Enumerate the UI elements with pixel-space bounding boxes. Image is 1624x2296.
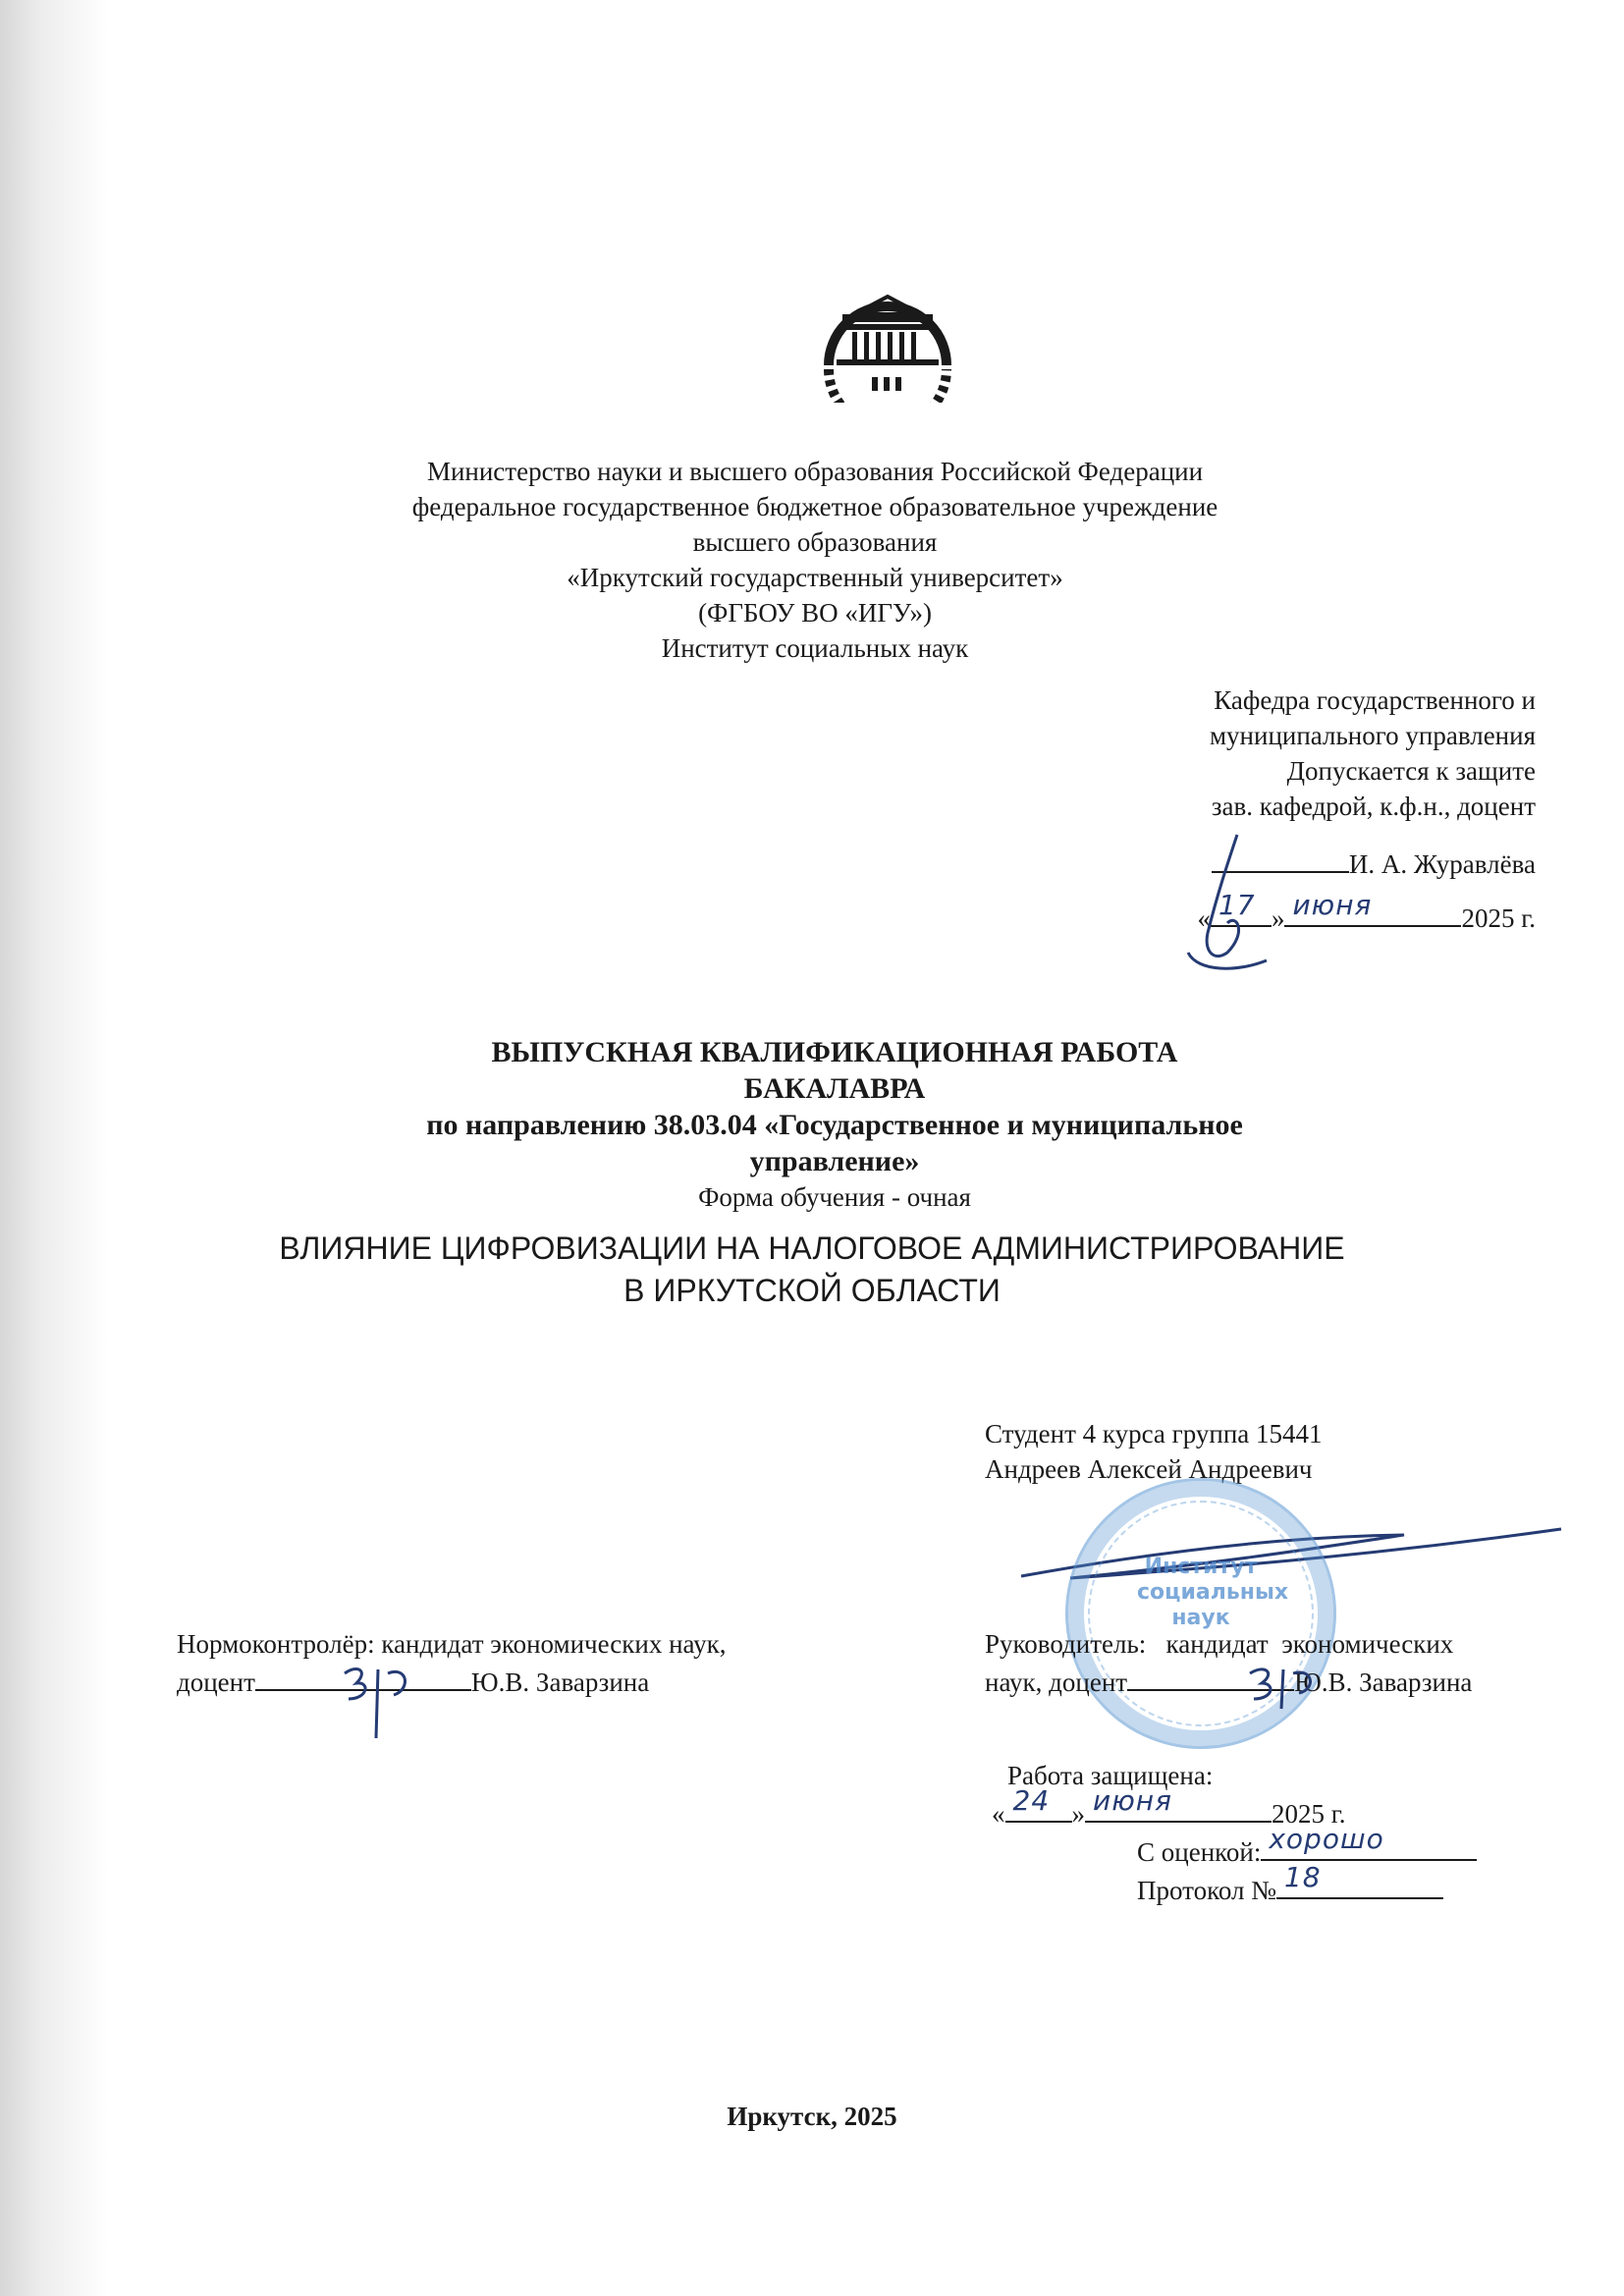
grade-blank — [1261, 1823, 1477, 1861]
normocontroller-position: доцент — [177, 1667, 255, 1697]
city-year: Иркутск, 2025 — [727, 2102, 897, 2131]
institution-level-line: высшего образования — [692, 527, 938, 557]
student-course-group: Студент 4 курса группа 15441 — [985, 1419, 1323, 1449]
stamp-text — [1137, 1555, 1289, 1631]
defense-day-handwritten: 24 — [1012, 1784, 1051, 1817]
grade-label: С оценкой: — [1137, 1837, 1262, 1867]
defense-month-handwritten: июня — [1093, 1784, 1172, 1817]
student-name: Андреев Алексей Андреевич — [985, 1454, 1313, 1484]
normocontroller-signature-line — [177, 1662, 962, 1700]
supervisor-name: Ю.В. Заварзина — [1294, 1667, 1473, 1697]
supervisor-position: наук, доцент — [985, 1667, 1128, 1697]
head-name: И. А. Журавлёва — [1348, 849, 1536, 879]
date-open-quote: « — [1197, 903, 1211, 933]
admission-month-handwritten: июня — [1292, 889, 1373, 921]
protocol-handwritten: 18 — [1283, 1861, 1322, 1893]
work-title-block — [245, 1034, 1424, 1216]
defense-label: Работа защищена: — [1007, 1761, 1214, 1790]
supervisor-signature-scribble — [1242, 1660, 1330, 1728]
theme-line-2: В ИРКУТСКОЙ ОБЛАСТИ — [623, 1273, 1001, 1308]
stamp-text-line-1: Институт — [1144, 1555, 1258, 1579]
theme-line-1: ВЛИЯНИЕ ЦИФРОВИЗАЦИИ НА НАЛОГОВОЕ АДМИНИСТРИРОВАНИЕ — [279, 1230, 1345, 1266]
work-theme-block — [147, 1228, 1477, 1312]
admission-month-blank — [1284, 889, 1461, 927]
normocontroller-title: Нормоконтролёр: кандидат экономических наук, — [177, 1629, 727, 1659]
direction-line-2: управление» — [749, 1145, 920, 1177]
university-building-logo-icon — [815, 275, 960, 403]
ministry-line: Министерство науки и высшего образования Российской Федерации — [426, 457, 1204, 486]
defense-month-blank — [1085, 1784, 1272, 1823]
admission-day-handwritten: 17 — [1218, 889, 1256, 921]
admission-year: 2025 г. — [1461, 903, 1536, 933]
department-line-2: муниципального управления — [1209, 721, 1536, 750]
institute-name: Институт социальных наук — [661, 633, 969, 663]
direction-line-1: по направлению 38.03.04 «Государственное и муниципальное — [426, 1109, 1243, 1141]
normocontroller-signature-scribble — [339, 1660, 427, 1748]
work-type-line-1: ВЫПУСКНАЯ КВАЛИФИКАЦИОННАЯ РАБОТА — [491, 1036, 1178, 1068]
institution-type-line: федеральное государственное бюджетное образовательное учреждение — [411, 492, 1218, 521]
defense-date-open-quote: « — [992, 1799, 1005, 1829]
stamp-text-line-3: наук — [1171, 1606, 1230, 1630]
defense-block — [992, 1758, 1581, 1908]
university-name: «Иркутский государственный университет» — [567, 563, 1063, 592]
normocontroller-block — [177, 1626, 962, 1700]
institution-header — [295, 454, 1335, 666]
scan-edge-shadow — [0, 0, 108, 2296]
defense-date-close-quote: » — [1071, 1799, 1085, 1829]
study-form: Форма обучения - очная — [698, 1182, 971, 1212]
protocol-label: Протокол № — [1137, 1876, 1276, 1905]
defense-year: 2025 г. — [1272, 1799, 1346, 1829]
defense-day-blank — [1005, 1784, 1072, 1823]
grade-handwritten: хорошо — [1269, 1823, 1384, 1855]
supervisor-title: Руководитель: кандидат экономических — [985, 1629, 1454, 1659]
student-block — [985, 1416, 1574, 1487]
admission-label: Допускается к защите — [1286, 756, 1536, 786]
normocontroller-name: Ю.В. Заварзина — [470, 1667, 650, 1697]
protocol-line — [992, 1861, 1581, 1908]
work-type-line-2: БАКАЛАВРА — [743, 1072, 926, 1105]
stamp-text-line-2: социальных — [1137, 1580, 1289, 1605]
protocol-blank — [1276, 1861, 1443, 1899]
head-title: зав. кафедрой, к.ф.н., доцент — [1211, 792, 1536, 821]
date-close-quote: » — [1271, 903, 1285, 933]
university-short-name: (ФГБОУ ВО «ИГУ») — [698, 598, 932, 628]
head-signature-scribble — [1168, 825, 1296, 982]
department-line-1: Кафедра государственного и — [1214, 685, 1536, 715]
